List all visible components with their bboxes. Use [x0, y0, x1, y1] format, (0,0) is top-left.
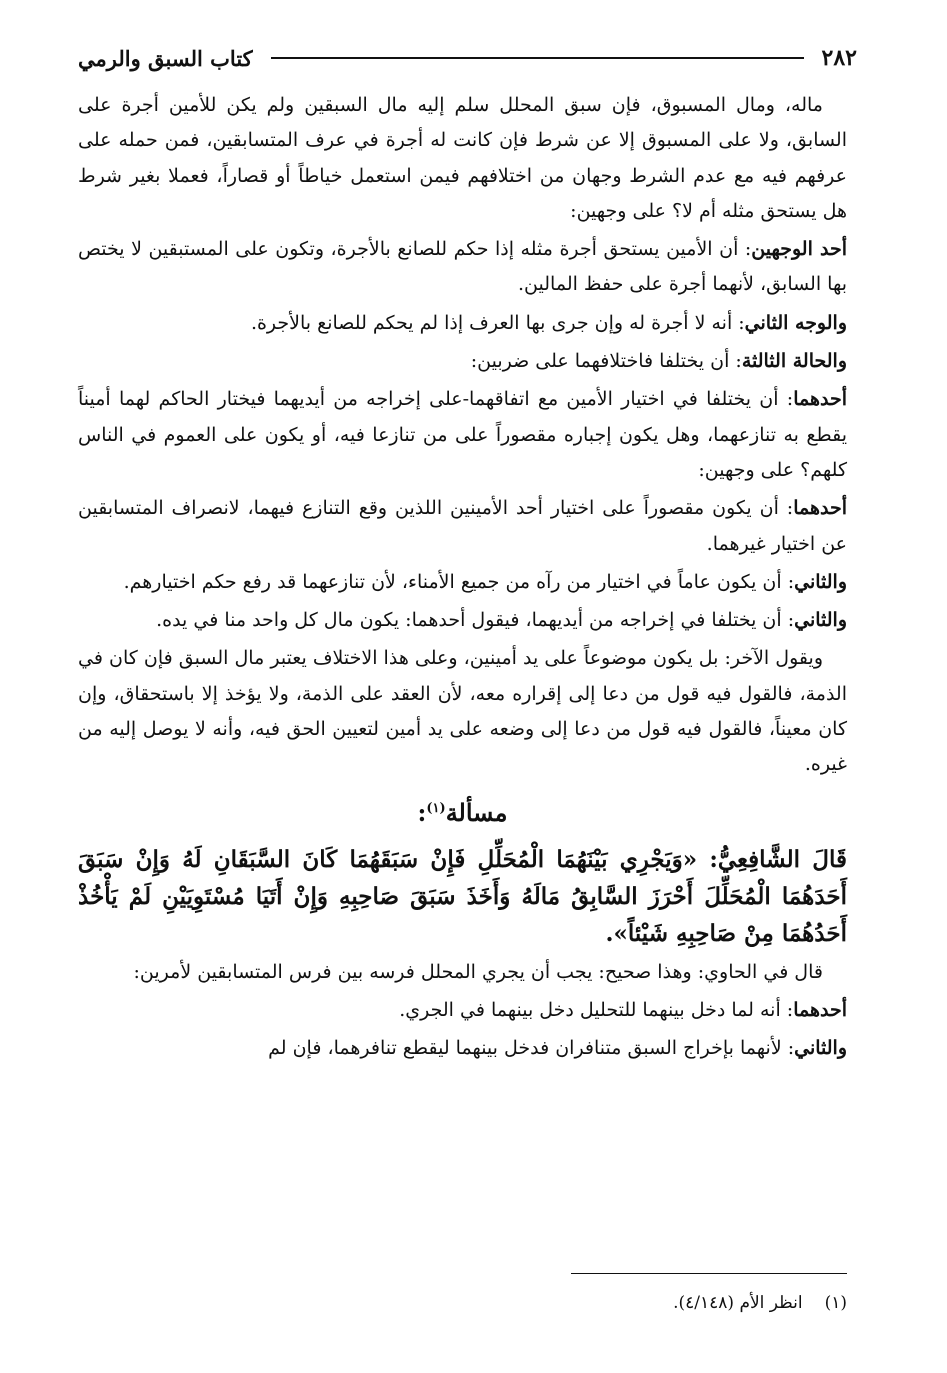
paragraph-label: والوجه الثاني	[744, 311, 847, 334]
paragraph-text: : أن الأمين يستحق أجرة مثله إذا حكم للصانع بالأجرة، وتكون على المستبقين لا يختص بها السابق، لأنهما أجرة على حفظ المالين.	[78, 238, 847, 296]
paragraph-label: والحالة الثالثة	[741, 350, 847, 373]
paragraph	[78, 232, 847, 303]
paragraph	[78, 1031, 847, 1066]
footnote	[78, 1290, 847, 1316]
paragraph	[78, 565, 847, 600]
paragraph-label: أحدهما	[793, 388, 847, 411]
section-heading: مسألة$^{(١)}$:	[417, 797, 508, 827]
paragraph	[78, 955, 847, 990]
paragraph-label: والثاني	[794, 609, 847, 632]
paragraph-label: أحدهما	[793, 497, 847, 520]
book-title: كتاب السبق والرمي	[78, 45, 253, 71]
header-rule	[271, 57, 804, 59]
paragraph-text: قال في الحاوي: وهذا صحيح: يجب أن يجري المحلل فرسه بين فرس المتسابقين لأمرين:	[133, 960, 823, 983]
paragraph-text: : أن يختلفا في اختيار الأمين مع اتفاقهما-على إخراجه من أيديهما فيختار الحاكم لهما أميناً يقطع به تنازعهما، وهل يكون إجباره مقصوراً على من تنازعا فيه، أو يكون على العموم في الناس كلهم؟ على وجهين:	[78, 388, 847, 481]
paragraph-label: والثاني	[794, 1037, 847, 1060]
paragraph-label: والثاني	[794, 570, 847, 593]
page-number: ٢٨٢	[821, 45, 857, 71]
section-title: مسألة	[445, 797, 508, 827]
paragraph	[78, 491, 847, 562]
paragraph-text: : أنه لما دخل بينهما للتحليل دخل بينهما في الجري.	[399, 998, 794, 1021]
paragraph	[78, 344, 847, 379]
paragraph-text: ماله، ومال المسبوق، فإن سبق المحلل سلم إليه مال السبقين ولم يكن للأمين أجرة على السابق، ولا على المسبوق إلا عن شرط فإن كانت له أجرة في عرف المتسابقين، فمن حمله على عرفهم فيه مع عدم الشرط وجهان من اختلافهم فيمن استعمل خياطاً أو قصاراً، فعملا بغير شرط هل يستحق مثله أم لا؟ على وجهين:	[78, 94, 847, 222]
paragraph-text: : أنه لا أجرة له وإن جرى بها العرف إذا لم يحكم للصانع بالأجرة.	[250, 311, 745, 334]
paragraph	[78, 993, 847, 1028]
paragraph	[78, 382, 847, 488]
paragraph	[78, 603, 847, 638]
paragraph-text: : أن يختلفا في إخراجه من أيديهما، فيقول أحدهما: يكون مال كل واحد منا في يده.	[156, 609, 795, 632]
paragraph-text: : أن يختلفا فاختلافهما على ضربين:	[470, 350, 742, 373]
paragraph-text: ويقول الآخر: بل يكون موضوعاً على يد أمينين، وعلى هذا الاختلاف يعتبر مال السبق فإن كان في الذمة، فالقول فيه قول من دعا إلى إقراره معه، لأن العقد على الذمة، ولا يؤخذ إلا باستحقاق، وإن كان معيناً، فالقول فيه قول من دعا إلى وضعه على يد أمين لتعيين الحق فيه، وأنه لا يوصل إليه من غيره.	[78, 647, 847, 776]
paragraph-text: : لأنهما بإخراج السبق متنافران فدخل بينهما ليقطع تنافرهما، فإن لم	[268, 1037, 795, 1060]
footnote-rule	[571, 1273, 847, 1274]
paragraph	[78, 641, 847, 782]
quoted-text: قَالَ الشَّافِعِيُّ: «وَيَجْرِي بَيْنَهُمَا الْمُحَلِّلِ فَإِنْ سَبَقَهُمَا كَانَ السَّبَقَانِ لَهُ وَإِنْ سَبَقَ أَحَدَهُمَا الْمُحَلِّلَ أَحْرَزَ السَّابِقُ مَالَهُ وَأَخَذَ سَبَقَ صَاحِبِهِ وَإِنْ أَتَيَا مُسْتَوِيَيْنِ لَمْ يَأْخُذْ أَحَدُهُمَا مِنْ صَاحِبِهِ شَيْئاً».	[78, 845, 847, 947]
footnote-number: (١)	[824, 1293, 847, 1313]
paragraph-text: : أن يكون عاماً في اختيار من رآه من جميع الأمناء، لأن تنازعهما قد رفع حكم اختيارهم.	[123, 570, 795, 593]
paragraph-text: : أن يكون مقصوراً على اختيار أحد الأمينين اللذين وقع التنازع فيهما، لانصراف المتسابقين عن اختيار غيرهما.	[78, 497, 847, 555]
footnote-reference: (١)	[426, 800, 446, 816]
paragraph	[78, 306, 847, 341]
paragraph-label: أحدهما	[793, 998, 847, 1021]
page-header	[78, 40, 857, 76]
body-text	[78, 88, 847, 1070]
paragraph-label: أحد الوجهين	[751, 238, 847, 261]
paragraph	[78, 88, 847, 229]
footnote-text: انظر الأم (٤/١٤٨).	[673, 1293, 803, 1313]
